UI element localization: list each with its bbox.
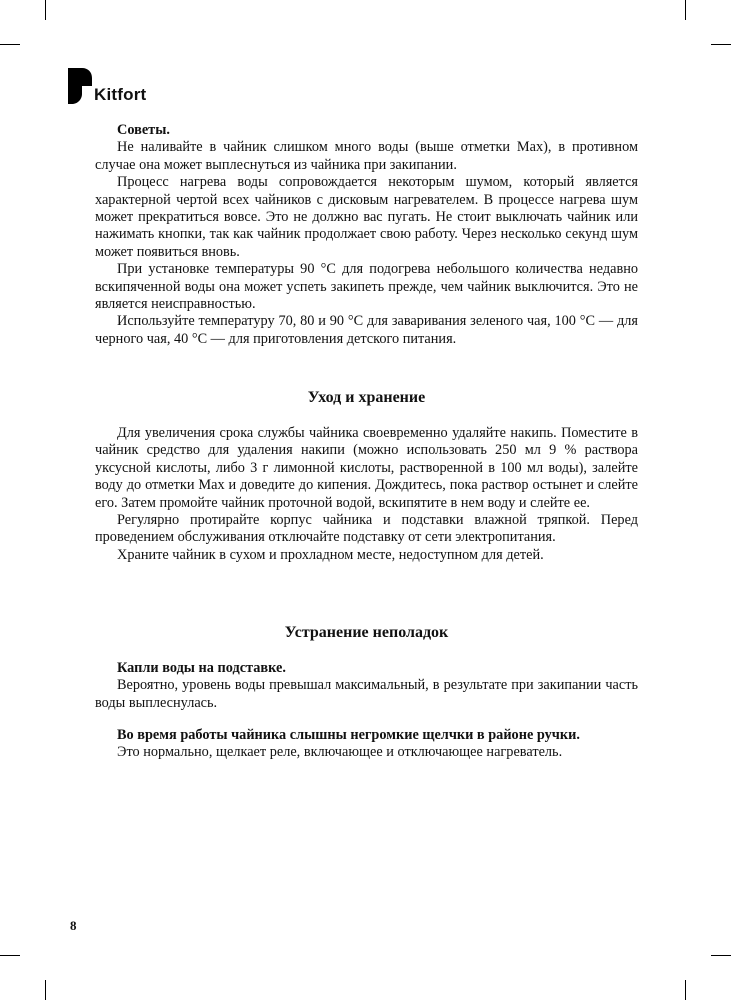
page-number: 8 bbox=[70, 918, 77, 933]
crop-mark bbox=[45, 0, 46, 20]
crop-mark bbox=[711, 955, 731, 956]
care-paragraph: Для увеличения срока службы чайника своевременно удаляйте накипь. Поместите в чайник средство для удаления накипи (можно использовать 250 мл 9 % раствора уксусной кислоты, либо 3 г лимонной кислоты, растворенной в 100 мл воды), залейте воду до отметки Max и доведите до кипения. Дождитесь, пока раствор остынет и слейте его. Затем промойте чайник проточной водой, вскипятите в нем воду и слейте ее. bbox=[95, 425, 638, 511]
troubleshooting-item bbox=[95, 727, 638, 762]
tips-paragraph: Процесс нагрева воды сопровождается некоторым шумом, который является характерной чертой всех чайников с дисковым нагревателем. В процессе нагрева шум может прекратиться вовсе. Это не должно вас пугать. Не стоит выключать чайник или нажимать кнопки, так как чайник продолжает свою работу. Через несколько секунд шум может появиться вновь. bbox=[95, 174, 638, 260]
solution-text: Это нормально, щелкает реле, включающее и отключающее нагреватель. bbox=[117, 744, 563, 761]
care-title: Уход и хранение bbox=[307, 389, 426, 406]
problem-heading: Капли воды на подставке. bbox=[117, 660, 286, 676]
tips-paragraph: При установке температуры 90 °C для подогрева небольшого количества недавно вскипяченной воды она может успеть закипеть прежде, чем чайник выключится. Это не является неисправностью. bbox=[95, 261, 638, 313]
solution-text: Вероятно, уровень воды превышал максимальный, в результате при закипании часть воды выплеснулась. bbox=[95, 677, 638, 711]
troubleshooting-item bbox=[95, 660, 638, 712]
kitfort-logo bbox=[68, 68, 146, 104]
tips-paragraph: Используйте температуру 70, 80 и 90 °C для заваривания зеленого чая, 100 °C — для черного чая, 40 °C — для приготовления детского питания. bbox=[95, 313, 638, 347]
kitfort-mark-icon bbox=[68, 68, 92, 104]
troubleshooting-title: Устранение неполадок bbox=[284, 624, 449, 641]
crop-mark bbox=[45, 980, 46, 1000]
logo-text: Kitfort bbox=[94, 85, 147, 104]
crop-mark bbox=[685, 0, 686, 20]
tips-heading: Советы. bbox=[117, 122, 170, 138]
crop-mark bbox=[685, 980, 686, 1000]
care-paragraph: Храните чайник в сухом и прохладном месте, недоступном для детей. bbox=[117, 546, 544, 563]
care-section bbox=[95, 425, 638, 564]
problem-heading: Во время работы чайника слышны негромкие щелчки в районе ручки. bbox=[117, 727, 580, 743]
crop-mark bbox=[0, 955, 20, 956]
care-paragraph: Регулярно протирайте корпус чайника и подставки влажной тряпкой. Перед проведением обслуживания отключайте подставку от сети электропитания. bbox=[95, 512, 638, 546]
tips-section bbox=[95, 122, 638, 348]
tips-paragraph: Не наливайте в чайник слишком много воды (выше отметки Max), в противном случае она может выплеснуться из чайника при закипании. bbox=[95, 139, 638, 173]
crop-mark bbox=[0, 44, 20, 45]
crop-mark bbox=[711, 44, 731, 45]
